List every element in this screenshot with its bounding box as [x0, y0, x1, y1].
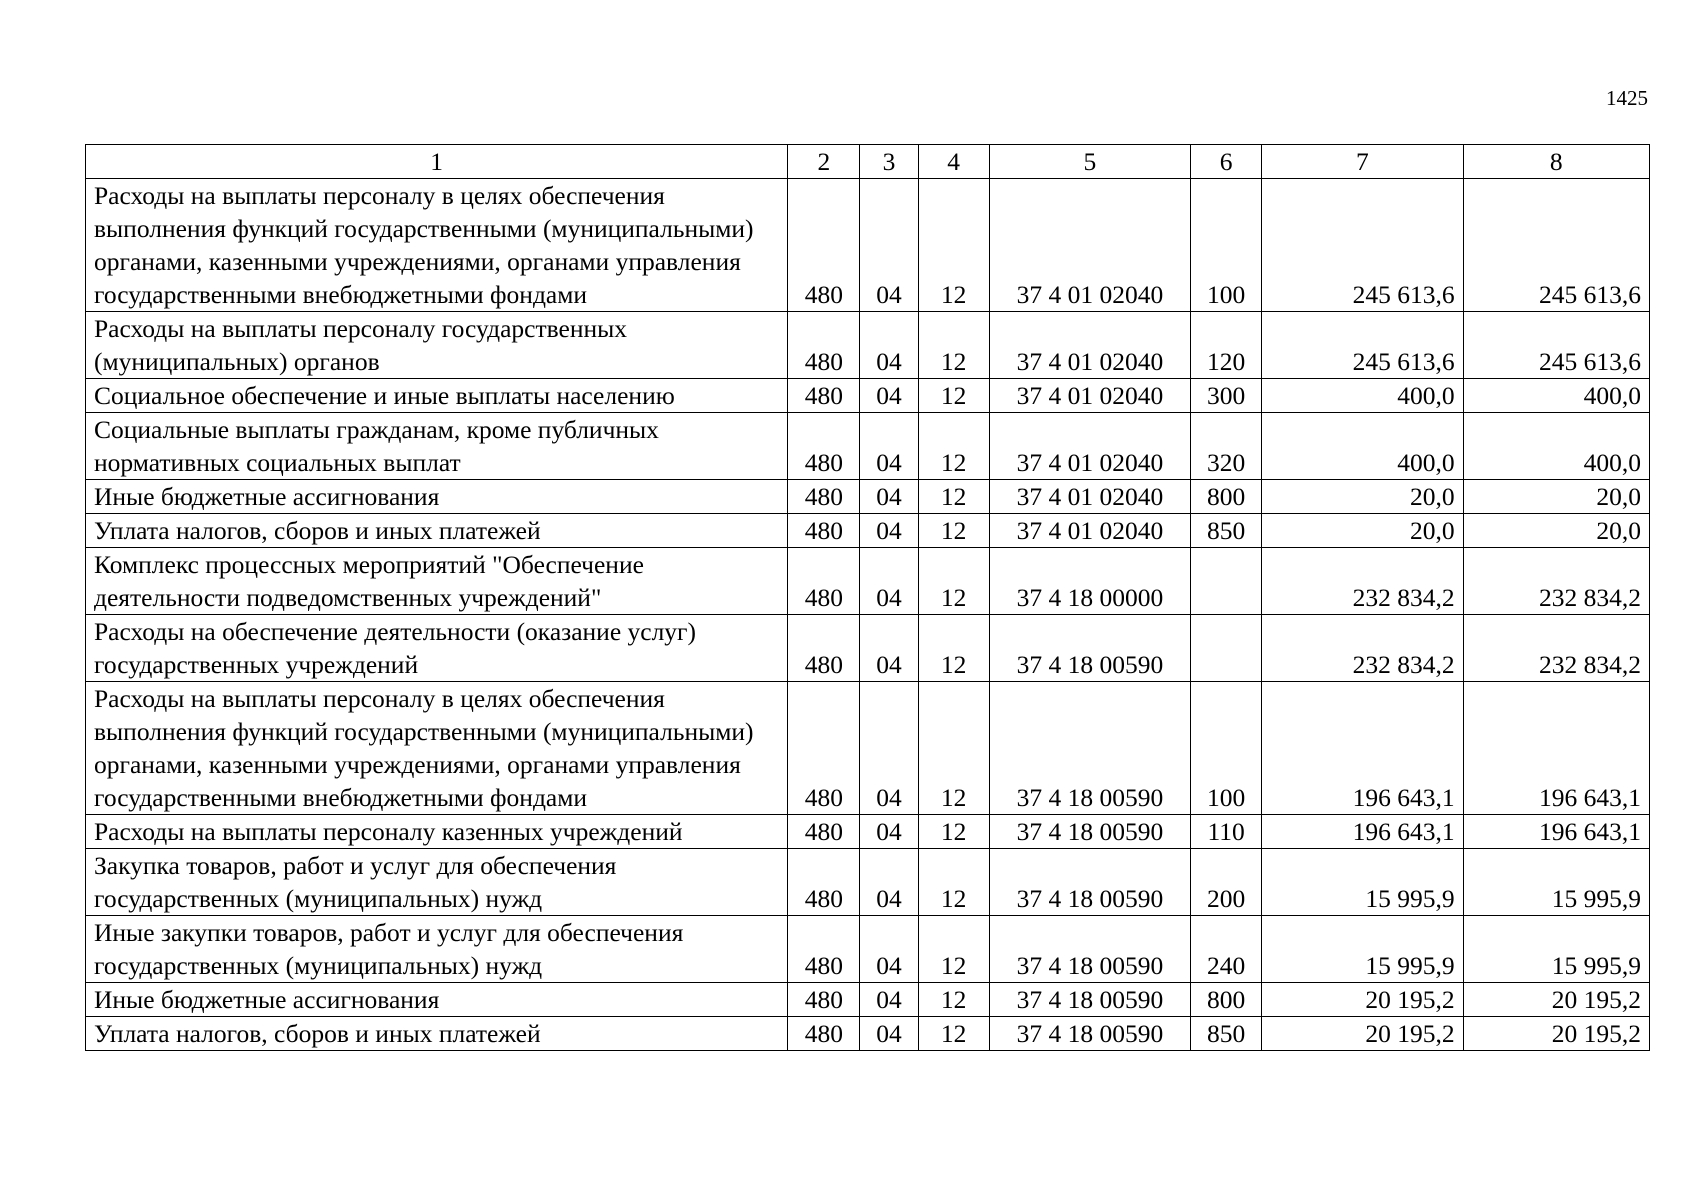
- subsection-code-cell: 12: [918, 480, 989, 514]
- expense-name-cell: Уплата налогов, сборов и иных платежей: [86, 514, 788, 548]
- table-row: [86, 514, 1650, 548]
- ministry-code-cell: 480: [788, 312, 860, 379]
- subsection-code-cell: 12: [918, 983, 989, 1017]
- expense-type-cell: 850: [1191, 514, 1262, 548]
- amount-cell-col8: 232 834,2: [1463, 615, 1649, 682]
- ministry-code-cell: 480: [788, 983, 860, 1017]
- amount-cell-col7: 196 643,1: [1262, 682, 1463, 815]
- expense-name-cell: Социальное обеспечение и иные выплаты населению: [86, 379, 788, 413]
- expense-type-cell: 850: [1191, 1017, 1262, 1051]
- target-article-cell: 37 4 01 02040: [989, 413, 1190, 480]
- amount-cell-col8: 15 995,9: [1463, 849, 1649, 916]
- amount-cell-col8: 245 613,6: [1463, 312, 1649, 379]
- budget-table: [85, 144, 1650, 1051]
- amount-cell-col7: 15 995,9: [1262, 849, 1463, 916]
- amount-cell-col8: 400,0: [1463, 413, 1649, 480]
- table-row: [86, 179, 1650, 312]
- expense-name-cell: Социальные выплаты гражданам, кроме публичных нормативных социальных выплат: [86, 413, 788, 480]
- target-article-cell: 37 4 01 02040: [989, 480, 1190, 514]
- expense-type-cell: 120: [1191, 312, 1262, 379]
- ministry-code-cell: 480: [788, 615, 860, 682]
- amount-cell-col8: 20,0: [1463, 514, 1649, 548]
- column-header: 5: [989, 145, 1190, 179]
- table-row: [86, 983, 1650, 1017]
- target-article-cell: 37 4 18 00590: [989, 1017, 1190, 1051]
- section-code-cell: 04: [860, 312, 918, 379]
- ministry-code-cell: 480: [788, 1017, 860, 1051]
- amount-cell-col8: 196 643,1: [1463, 682, 1649, 815]
- target-article-cell: 37 4 18 00590: [989, 849, 1190, 916]
- table-row: [86, 682, 1650, 815]
- table-row: [86, 1017, 1650, 1051]
- amount-cell-col8: 232 834,2: [1463, 548, 1649, 615]
- ministry-code-cell: 480: [788, 413, 860, 480]
- subsection-code-cell: 12: [918, 312, 989, 379]
- subsection-code-cell: 12: [918, 1017, 989, 1051]
- expense-type-cell: [1191, 548, 1262, 615]
- table-row: [86, 379, 1650, 413]
- expense-name-cell: Закупка товаров, работ и услуг для обеспечения государственных (муниципальных) нужд: [86, 849, 788, 916]
- ministry-code-cell: 480: [788, 815, 860, 849]
- target-article-cell: 37 4 18 00590: [989, 682, 1190, 815]
- amount-cell-col7: 400,0: [1262, 413, 1463, 480]
- table-row: [86, 312, 1650, 379]
- target-article-cell: 37 4 18 00590: [989, 983, 1190, 1017]
- subsection-code-cell: 12: [918, 849, 989, 916]
- amount-cell-col8: 20,0: [1463, 480, 1649, 514]
- column-header: 6: [1191, 145, 1262, 179]
- expense-type-cell: 100: [1191, 179, 1262, 312]
- expense-name-cell: Расходы на обеспечение деятельности (оказание услуг) государственных учреждений: [86, 615, 788, 682]
- table-header-row: [86, 145, 1650, 179]
- target-article-cell: 37 4 01 02040: [989, 312, 1190, 379]
- amount-cell-col8: 20 195,2: [1463, 1017, 1649, 1051]
- subsection-code-cell: 12: [918, 514, 989, 548]
- subsection-code-cell: 12: [918, 916, 989, 983]
- section-code-cell: 04: [860, 548, 918, 615]
- subsection-code-cell: 12: [918, 548, 989, 615]
- target-article-cell: 37 4 18 00590: [989, 615, 1190, 682]
- amount-cell-col7: 20 195,2: [1262, 1017, 1463, 1051]
- section-code-cell: 04: [860, 379, 918, 413]
- amount-cell-col7: 400,0: [1262, 379, 1463, 413]
- ministry-code-cell: 480: [788, 548, 860, 615]
- amount-cell-col7: 245 613,6: [1262, 179, 1463, 312]
- amount-cell-col7: 20,0: [1262, 480, 1463, 514]
- section-code-cell: 04: [860, 815, 918, 849]
- table-row: [86, 413, 1650, 480]
- expense-name-cell: Расходы на выплаты персоналу в целях обеспечения выполнения функций государственными (муниципальными) органами, казенными учреждениями, органами управления государственными внебюджетными фондами: [86, 682, 788, 815]
- target-article-cell: 37 4 18 00590: [989, 815, 1190, 849]
- expense-type-cell: 320: [1191, 413, 1262, 480]
- table-row: [86, 916, 1650, 983]
- amount-cell-col8: 196 643,1: [1463, 815, 1649, 849]
- section-code-cell: 04: [860, 916, 918, 983]
- ministry-code-cell: 480: [788, 480, 860, 514]
- subsection-code-cell: 12: [918, 682, 989, 815]
- ministry-code-cell: 480: [788, 179, 860, 312]
- expense-type-cell: 200: [1191, 849, 1262, 916]
- target-article-cell: 37 4 01 02040: [989, 514, 1190, 548]
- column-header: 2: [788, 145, 860, 179]
- target-article-cell: 37 4 01 02040: [989, 179, 1190, 312]
- amount-cell-col7: 232 834,2: [1262, 615, 1463, 682]
- subsection-code-cell: 12: [918, 379, 989, 413]
- section-code-cell: 04: [860, 983, 918, 1017]
- amount-cell-col7: 20 195,2: [1262, 983, 1463, 1017]
- ministry-code-cell: 480: [788, 514, 860, 548]
- section-code-cell: 04: [860, 480, 918, 514]
- target-article-cell: 37 4 18 00000: [989, 548, 1190, 615]
- ministry-code-cell: 480: [788, 682, 860, 815]
- section-code-cell: 04: [860, 682, 918, 815]
- expense-type-cell: 240: [1191, 916, 1262, 983]
- column-header: 7: [1262, 145, 1463, 179]
- section-code-cell: 04: [860, 514, 918, 548]
- table-row: [86, 615, 1650, 682]
- amount-cell-col7: 245 613,6: [1262, 312, 1463, 379]
- expense-name-cell: Расходы на выплаты персоналу в целях обеспечения выполнения функций государственными (муниципальными) органами, казенными учреждениями, органами управления государственными внебюджетными фондами: [86, 179, 788, 312]
- amount-cell-col7: 232 834,2: [1262, 548, 1463, 615]
- amount-cell-col8: 15 995,9: [1463, 916, 1649, 983]
- target-article-cell: 37 4 01 02040: [989, 379, 1190, 413]
- ministry-code-cell: 480: [788, 916, 860, 983]
- table-row: [86, 849, 1650, 916]
- column-header: 3: [860, 145, 918, 179]
- ministry-code-cell: 480: [788, 379, 860, 413]
- expense-type-cell: 100: [1191, 682, 1262, 815]
- expense-name-cell: Иные бюджетные ассигнования: [86, 480, 788, 514]
- section-code-cell: 04: [860, 413, 918, 480]
- amount-cell-col7: 20,0: [1262, 514, 1463, 548]
- expense-type-cell: 110: [1191, 815, 1262, 849]
- subsection-code-cell: 12: [918, 615, 989, 682]
- amount-cell-col7: 15 995,9: [1262, 916, 1463, 983]
- expense-type-cell: 300: [1191, 379, 1262, 413]
- subsection-code-cell: 12: [918, 413, 989, 480]
- expense-type-cell: 800: [1191, 983, 1262, 1017]
- amount-cell-col8: 400,0: [1463, 379, 1649, 413]
- expense-name-cell: Уплата налогов, сборов и иных платежей: [86, 1017, 788, 1051]
- expense-name-cell: Комплекс процессных мероприятий "Обеспечение деятельности подведомственных учреждений": [86, 548, 788, 615]
- column-header: 8: [1463, 145, 1649, 179]
- expense-type-cell: [1191, 615, 1262, 682]
- expense-name-cell: Иные бюджетные ассигнования: [86, 983, 788, 1017]
- column-header: 1: [86, 145, 788, 179]
- section-code-cell: 04: [860, 615, 918, 682]
- amount-cell-col8: 245 613,6: [1463, 179, 1649, 312]
- expense-name-cell: Расходы на выплаты персоналу государственных (муниципальных) органов: [86, 312, 788, 379]
- table-row: [86, 480, 1650, 514]
- table-row: [86, 548, 1650, 615]
- section-code-cell: 04: [860, 849, 918, 916]
- page-number: 1425: [1606, 86, 1648, 110]
- section-code-cell: 04: [860, 179, 918, 312]
- expense-name-cell: Иные закупки товаров, работ и услуг для обеспечения государственных (муниципальных) нужд: [86, 916, 788, 983]
- column-header: 4: [918, 145, 989, 179]
- expense-name-cell: Расходы на выплаты персоналу казенных учреждений: [86, 815, 788, 849]
- amount-cell-col7: 196 643,1: [1262, 815, 1463, 849]
- ministry-code-cell: 480: [788, 849, 860, 916]
- expense-type-cell: 800: [1191, 480, 1262, 514]
- section-code-cell: 04: [860, 1017, 918, 1051]
- target-article-cell: 37 4 18 00590: [989, 916, 1190, 983]
- table-row: [86, 815, 1650, 849]
- subsection-code-cell: 12: [918, 179, 989, 312]
- amount-cell-col8: 20 195,2: [1463, 983, 1649, 1017]
- subsection-code-cell: 12: [918, 815, 989, 849]
